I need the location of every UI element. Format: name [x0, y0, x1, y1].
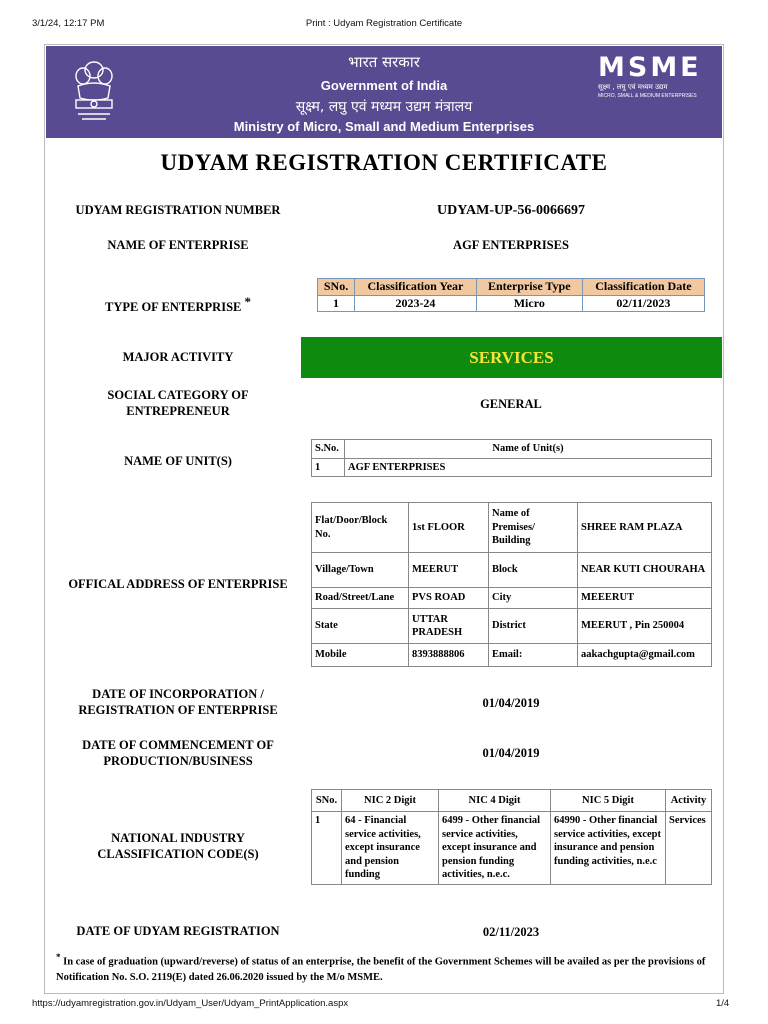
table-header: NIC 2 Digit	[342, 790, 439, 812]
table-cell: 1st FLOOR	[409, 503, 489, 553]
table-cell: 02/11/2023	[582, 295, 704, 312]
msme-logo-english: MICRO, SMALL & MEDIUM ENTERPRISES	[598, 93, 697, 99]
units-label: NAME OF UNIT(S)	[124, 454, 232, 468]
table-cell: District	[489, 609, 578, 644]
table-cell: Name of Premises/ Building	[489, 503, 578, 553]
table-header: NIC 4 Digit	[439, 790, 551, 812]
table-header: SNo.	[312, 790, 342, 812]
banner-government: Government of India	[320, 78, 448, 93]
social-category-label-line1: SOCIAL CATEGORY OF	[107, 388, 249, 402]
table-row	[312, 644, 712, 667]
table-cell: NEAR KUTI CHOURAHA	[578, 553, 712, 588]
table-row	[312, 503, 712, 553]
table-row	[312, 588, 712, 609]
table-cell: AGF ENTERPRISES	[345, 458, 712, 477]
table-header: Activity	[666, 790, 712, 812]
units-table	[311, 439, 712, 477]
social-category-value: GENERAL	[480, 397, 542, 411]
table-cell: 6499 - Other financial service activities, except insurance and pension funding activities, n.e.c.	[439, 812, 551, 885]
incorporation-label-line2: REGISTRATION OF ENTERPRISE	[78, 702, 278, 717]
commencement-label	[46, 738, 310, 769]
table-row	[312, 812, 712, 885]
table-cell: MEERUT	[409, 553, 489, 588]
reg-number-value: UDYAM-UP-56-0066697	[436, 203, 586, 218]
footnote-text: In case of graduation (upward/reverse) of status of an enterprise, the benefit of the Government Schemes will be availed as per the provisions of Notification No. S.O. 2119(E) dated 26.06.2020 issued by the M/o MSME.	[56, 956, 706, 983]
table-header-row	[318, 279, 705, 296]
table-header: Classification Date	[582, 279, 704, 296]
footnote-marker: *	[56, 952, 61, 962]
table-header: Enterprise Type	[476, 279, 582, 296]
table-cell: 1	[318, 295, 355, 312]
print-url: https://udyamregistration.gov.in/Udyam_User/Udyam_PrintApplication.aspx	[32, 998, 349, 1009]
reg-number-label: UDYAM REGISTRATION NUMBER	[75, 203, 281, 217]
incorporation-label	[46, 687, 310, 718]
table-header-row	[312, 440, 712, 459]
table-cell: SHREE RAM PLAZA	[578, 503, 712, 553]
commencement-label-line1: DATE OF COMMENCEMENT OF	[82, 738, 274, 752]
table-row	[312, 553, 712, 588]
banner-ministry: Ministry of Micro, Small and Medium Enterprises	[233, 119, 535, 134]
commencement-value: 01/04/2019	[482, 746, 540, 760]
asterisk-marker: *	[244, 294, 251, 309]
nic-label-line1: NATIONAL INDUSTRY	[111, 831, 245, 845]
table-cell: 2023-24	[355, 295, 477, 312]
udyam-date-value: 02/11/2023	[482, 925, 540, 939]
table-cell: 1	[312, 458, 345, 477]
nic-label	[46, 831, 310, 862]
nic-table	[311, 789, 712, 885]
social-category-label-line2: ENTREPRENEUR	[126, 403, 230, 418]
table-cell: State	[312, 609, 409, 644]
table-cell: Road/Street/Lane	[312, 588, 409, 609]
msme-logo-hindi: सूक्ष्म , लघु एवं मध्यम उद्यम	[598, 83, 668, 91]
major-activity-value: SERVICES	[301, 337, 722, 378]
print-datetime: 3/1/24, 12:17 PM	[32, 18, 105, 29]
classification-table	[317, 278, 705, 312]
address-label: OFFICAL ADDRESS OF ENTERPRISE	[68, 577, 288, 591]
table-header-row	[312, 790, 712, 812]
enterprise-name-value: AGF ENTERPRISES	[453, 238, 569, 252]
ministry-banner	[46, 46, 722, 138]
nic-label-line2: CLASSIFICATION CODE(S)	[97, 846, 259, 861]
table-cell: Services	[666, 812, 712, 885]
msme-logo-text: MSME	[598, 52, 702, 83]
table-header: NIC 5 Digit	[551, 790, 666, 812]
table-cell: 8393888806	[409, 644, 489, 667]
banner-hindi-ministry: सूक्ष्म, लघु एवं मध्यम उद्यम मंत्रालय	[295, 99, 473, 115]
table-header: S.No.	[312, 440, 345, 459]
incorporation-label-line1: DATE OF INCORPORATION /	[92, 687, 264, 701]
table-cell: Flat/Door/Block No.	[312, 503, 409, 553]
table-cell: Micro	[476, 295, 582, 312]
table-cell: Block	[489, 553, 578, 588]
table-cell: 64 - Financial service activities, except insurance and pension funding	[342, 812, 439, 885]
certificate-title: UDYAM REGISTRATION CERTIFICATE	[160, 150, 608, 175]
table-row	[312, 458, 712, 477]
major-activity-label: MAJOR ACTIVITY	[122, 350, 234, 364]
table-header: Name of Unit(s)	[345, 440, 712, 459]
incorporation-value: 01/04/2019	[482, 696, 540, 710]
commencement-label-line2: PRODUCTION/BUSINESS	[103, 753, 253, 768]
enterprise-type-label	[46, 294, 310, 316]
table-cell: UTTAR PRADESH	[409, 609, 489, 644]
table-cell: Email:	[489, 644, 578, 667]
msme-logo	[598, 54, 708, 100]
table-cell: aakachgupta@gmail.com	[578, 644, 712, 667]
table-header: Classification Year	[355, 279, 477, 296]
table-cell: PVS ROAD	[409, 588, 489, 609]
enterprise-name-label: NAME OF ENTERPRISE	[107, 238, 249, 252]
table-cell: 1	[312, 812, 342, 885]
table-cell: Mobile	[312, 644, 409, 667]
print-title: Print : Udyam Registration Certificate	[305, 18, 463, 29]
enterprise-type-label-text: TYPE OF ENTERPRISE	[105, 300, 242, 315]
address-table	[311, 502, 712, 667]
table-cell: 64990 - Other financial service activities, except insurance and pension funding activities, n.e.c	[551, 812, 666, 885]
table-row	[312, 609, 712, 644]
table-cell: Village/Town	[312, 553, 409, 588]
social-category-label	[46, 388, 310, 419]
table-cell: City	[489, 588, 578, 609]
table-cell: MEEERUT	[578, 588, 712, 609]
banner-hindi-government: भारत सरकार	[348, 53, 420, 71]
table-header: SNo.	[318, 279, 355, 296]
print-page-number: 1/4	[716, 998, 730, 1009]
footnote	[56, 950, 716, 985]
table-cell: MEERUT , Pin 250004	[578, 609, 712, 644]
table-row	[318, 295, 705, 312]
udyam-date-label: DATE OF UDYAM REGISTRATION	[76, 924, 280, 938]
